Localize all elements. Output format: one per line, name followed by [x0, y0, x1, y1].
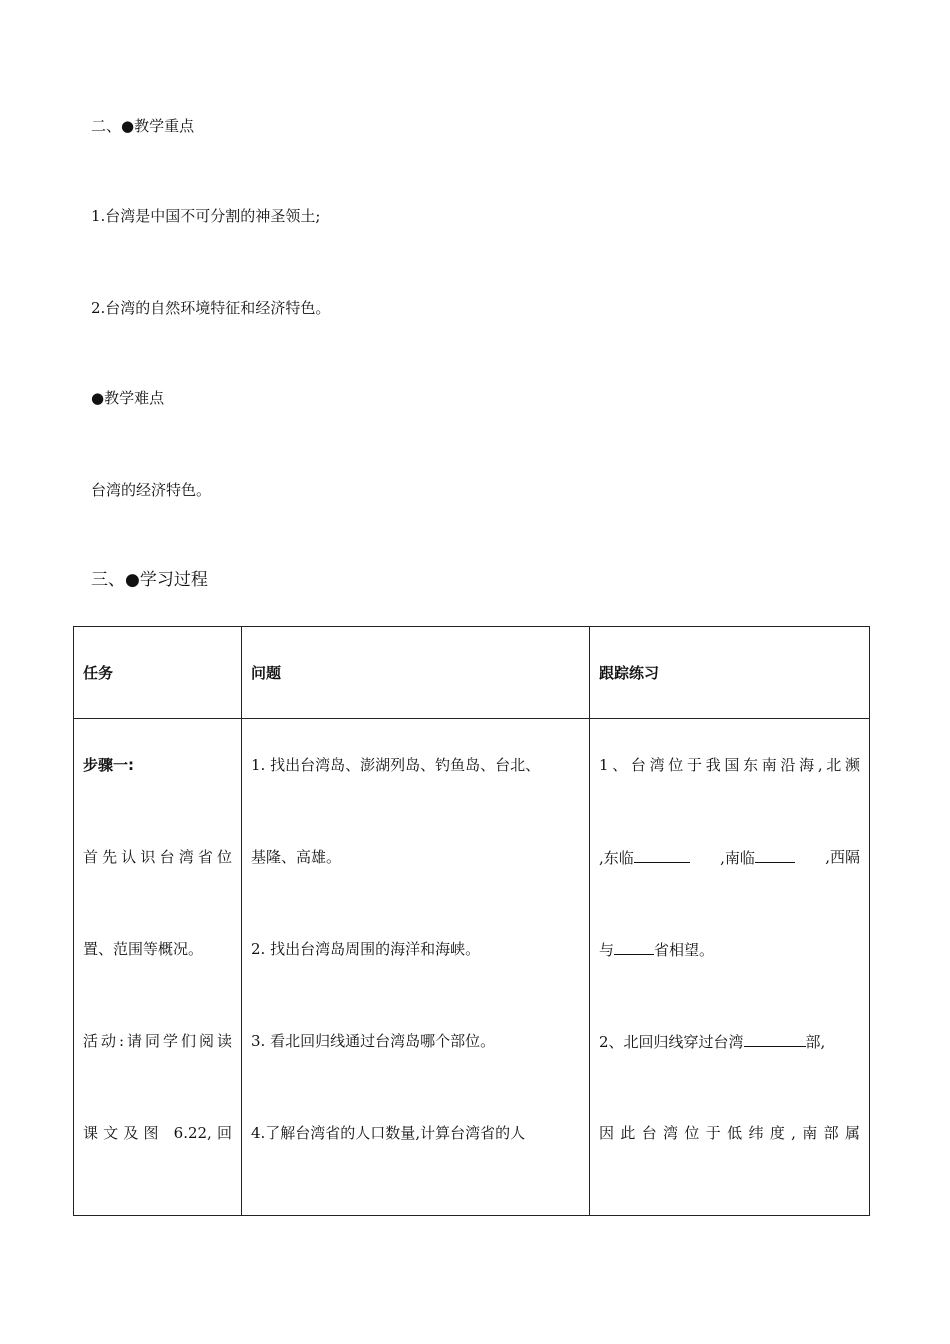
question-line: 1. 找出台湾岛、澎湖列岛、钓鱼岛、台北、: [251, 756, 541, 774]
practice-text: ,南临: [720, 849, 755, 867]
practice-line: 1、台湾位于我国东南沿海,北濒: [599, 756, 860, 774]
table-row: [74, 719, 870, 1216]
practice-text: 2、北回归线穿过台湾: [599, 1033, 744, 1051]
practice-cell: [590, 719, 870, 1216]
practice-text: 与: [599, 941, 615, 959]
practice-text: ,东临: [599, 849, 634, 867]
difficulty-text: 台湾的经济特色。: [91, 481, 212, 499]
difficulty-heading: ●教学难点: [91, 389, 165, 407]
question-line: 3. 看北回归线通过台湾岛哪个部位。: [251, 1032, 496, 1050]
header-practice: 跟踪练习: [590, 627, 870, 719]
task-line: 首先认识台湾省位: [83, 848, 232, 866]
section3-heading: 三、●学习过程: [91, 570, 208, 590]
question-line: 2. 找出台湾岛周围的海洋和海峡。: [251, 940, 481, 958]
practice-line: [599, 939, 860, 1031]
fill-blank-province[interactable]: [614, 939, 654, 955]
key-point-2: 2.台湾的自然环境特征和经济特色。: [91, 299, 331, 317]
section2-heading: 二、●教学重点: [91, 117, 195, 135]
question-line: 4.了解台湾省的人口数量,计算台湾省的人: [251, 1124, 526, 1142]
question-line: 基隆、高雄。: [251, 848, 342, 866]
task-line: 课文及图 6.22,回: [83, 1124, 232, 1142]
header-task: 任务: [74, 627, 242, 719]
practice-text: ,西隔: [825, 848, 860, 866]
practice-line: [599, 847, 860, 939]
key-point-1: 1.台湾是中国不可分割的神圣领土;: [91, 207, 321, 225]
practice-text: 省相望。: [654, 941, 715, 959]
practice-line: [599, 1031, 860, 1123]
question-cell: [242, 719, 590, 1216]
header-question: 问题: [242, 627, 590, 719]
practice-line: 因此台湾位于低纬度,南部属: [599, 1124, 860, 1142]
task-line: 置、范围等概况。: [83, 940, 204, 958]
table-header-row: [74, 627, 870, 719]
learning-process-table: [73, 626, 870, 1216]
step-one-label: 步骤一:: [83, 756, 134, 774]
fill-blank-south[interactable]: [755, 847, 795, 863]
practice-text: 部,: [805, 1033, 826, 1051]
task-cell: [74, 719, 242, 1216]
fill-blank-part[interactable]: [744, 1031, 806, 1047]
fill-blank-east[interactable]: [634, 847, 690, 863]
task-line: 活动:请同学们阅读: [83, 1032, 232, 1050]
